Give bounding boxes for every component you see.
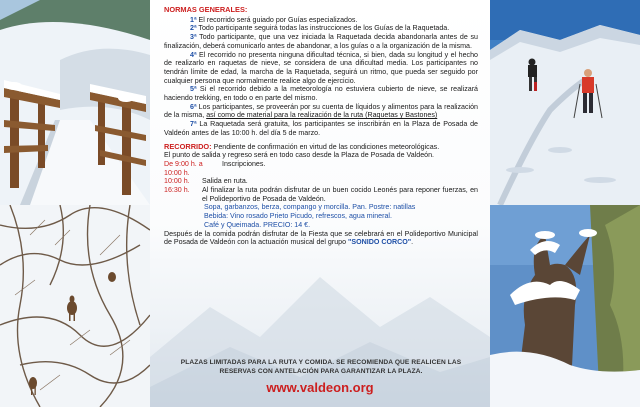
schedule-row: 10:00 h. Salida en ruta. xyxy=(164,177,248,186)
rule-2: 2ª Todo participante seguirá todas las instrucciones de los Guías de la Raquetada. xyxy=(190,24,450,33)
menu-item: Café y Queimada. PRECIO: 14 €. xyxy=(204,220,311,229)
info-panel xyxy=(150,0,490,407)
snowy-bridge-photo xyxy=(0,0,150,205)
fiesta-text: Después de la comida podrán disfrutar de la Fiesta que se celebrará en el Polideportivo Municipal de Posada de Valdeón con la actuación musical del grupo "SONIDO CORCO". xyxy=(164,229,478,247)
rule-6: 6ª Los participantes, se proveerán por su cuenta de líquidos y alimentos para la realización de la misma, así como de material para la realización de la ruta (Raquetas y Bastones) xyxy=(164,102,478,120)
chamois-branches-photo xyxy=(0,205,150,407)
rule-7: 7ª La Raquetada será gratuita, los participantes se inscribirán en la Plaza de Posada de Valdeón antes de las 10:00 h. del día 5 de marzo. xyxy=(164,120,478,137)
rule-3: 3ª Todo participante, que una vez iniciada la Raquetada decida abandonarla antes de su finalización, deberá comunicarlo antes de abandonar, a los guías o a la organización de la misma. xyxy=(164,33,478,50)
snowshoe-hikers-photo xyxy=(490,0,640,205)
rule-4: 4ª El recorrido no presenta ninguna dificultad técnica, si bien, dada su longitud y el hecho de realizarlo en raquetas de nieve, se considera de una dificultad media. Los participantes no tendrán límite de edad, la marcha de la Raquetada, seguirá un ritmo, que pueda ser seguido por cualquier persona que normalmente realice algo de ejercicio. xyxy=(164,50,478,85)
schedule-row: 16:30 h. Al finalizar la ruta podrán disfrutar de un buen cocido Leonés para reponer fuerzas, en el Polideportivo de Posada de Valdeón. xyxy=(164,186,478,203)
schedule-row: De 9:00 h. a 10:00 h. Inscripciones. xyxy=(164,159,266,177)
recorrido-header: RECORRIDO: Pendiente de confirmación en virtud de las condiciones meteorológicas. xyxy=(164,141,440,151)
snowy-tree-photo xyxy=(490,205,640,407)
website-link[interactable]: www.valdeon.org xyxy=(266,380,374,395)
rule-5: 5ª Si el recorrido debido a la meteorología no estuviera cubierto de nieve, se realizará haciendo trekking, en todo o en parte del mismo. xyxy=(164,85,478,103)
rule-1: 1ª El recorrido será guiado por Guías especializados. xyxy=(190,15,358,24)
recorrido-meeting-point: El punto de salida y regreso será en todo caso desde la Plaza de Posada de Valdeón. xyxy=(164,151,435,160)
menu-item: Sopa, garbanzos, berza, compango y morcilla. Pan. Postre: natillas xyxy=(204,203,416,212)
menu-item: Bebida: Vino rosado Prieto Picudo, refrescos, agua mineral. xyxy=(204,212,392,221)
reservation-notice: PLAZAS LIMITADAS PARA LA RUTA Y COMIDA. SE RECOMIENDA QUE REALICEN LAS RESERVAS CON ANTELACIÓN PARA GARANTIZAR LA PLAZA. xyxy=(180,359,462,375)
normas-title: NORMAS GENERALES: xyxy=(164,5,248,14)
